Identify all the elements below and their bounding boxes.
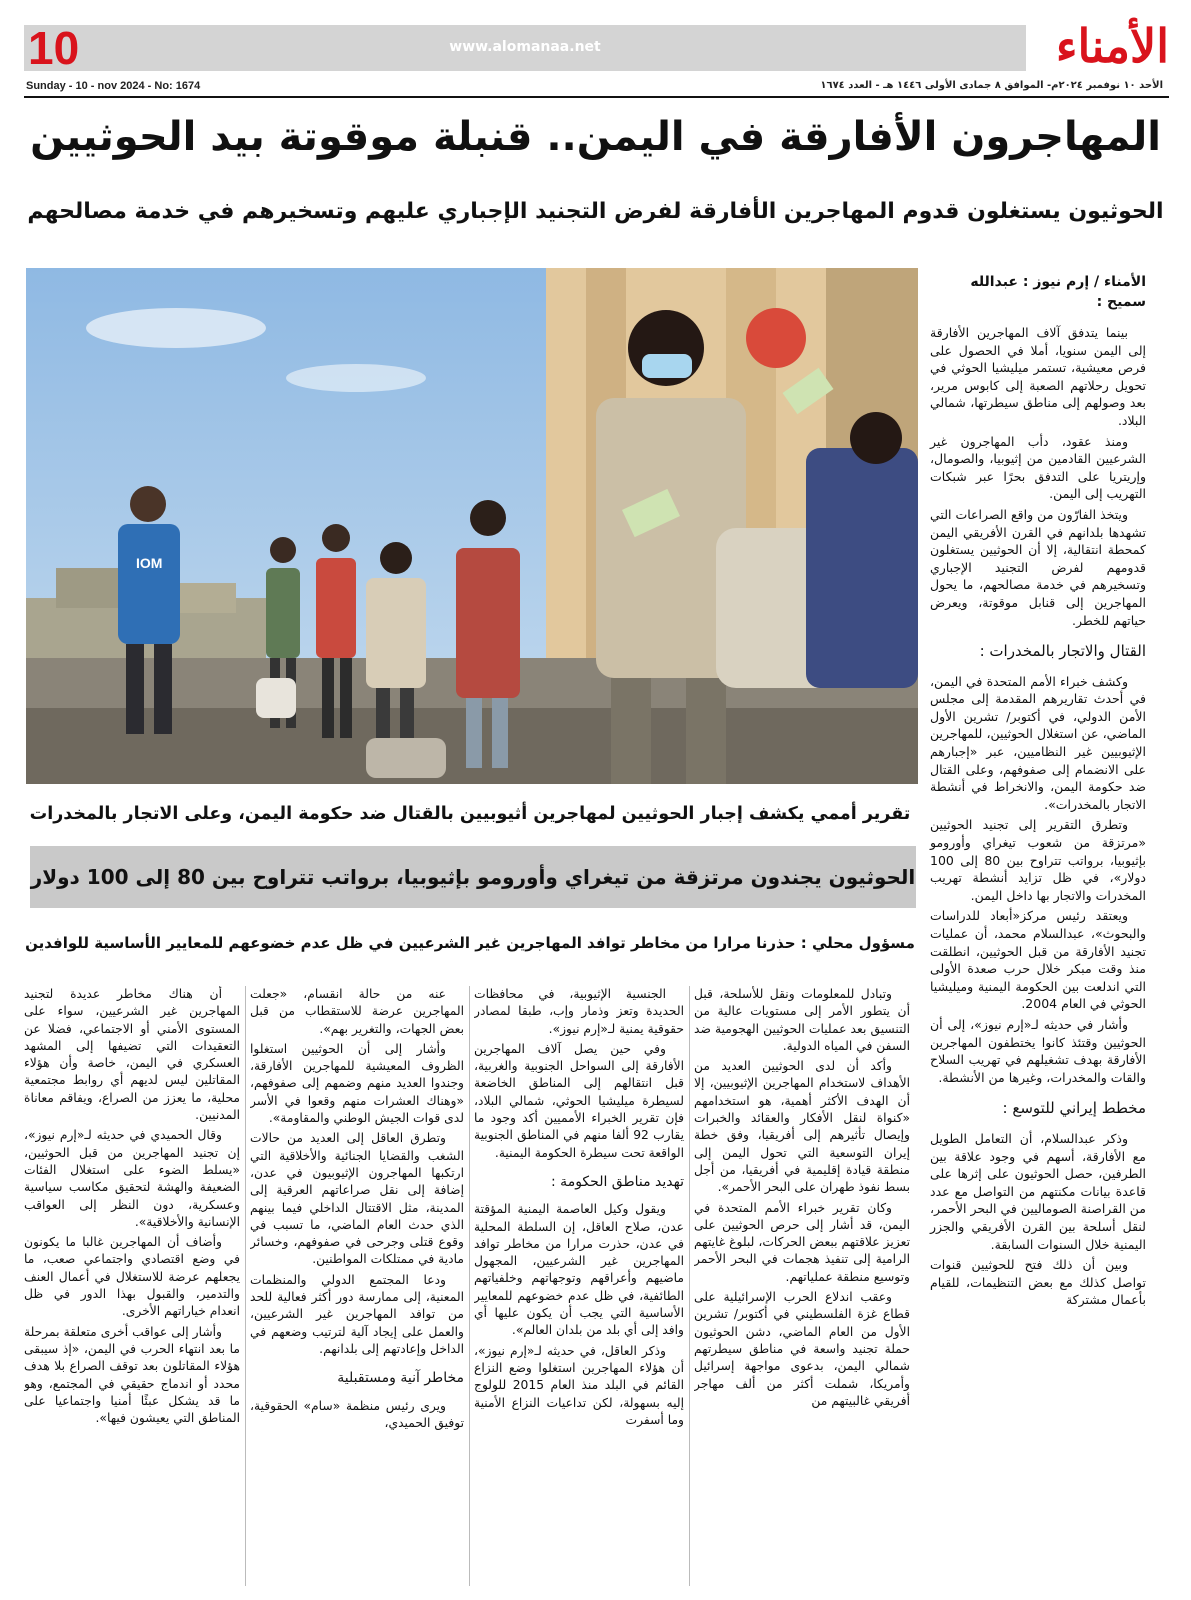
body-column-2 bbox=[474, 986, 684, 1586]
col4-paragraph-4: وأشار إلى عواقب أخرى متعلقة بمرحلة ما بعد انتهاء الحرب في اليمن، «إذ سيبقى هؤلاء المقاتلون بعد توقف الصراع بلا هدف محدد أو اندماج حقيقي في المجتمع، وهو ما قد يشكل عبئًا أمنيا واجتماعيا على المناطق التي يعيشون فيها». bbox=[24, 1324, 240, 1426]
right-paragraph-8: وذكر عبدالسلام، أن التعامل الطويل مع الأفارقة، أسهم في وجود علاقة بين الطرفين، حصل الحوثيون على إثرها على قاعدة بيانات مكنتهم من التواصل مع عدد من القراصنة الصوماليين في البحر الأحمر، لنقل أسلحة بين القرن الأفريقي والجزر اليمنية خلال السنوات السابقة. bbox=[930, 1130, 1146, 1252]
col1-paragraph-1: وتبادل للمعلومات ونقل للأسلحة، قبل أن يتطور الأمر إلى مستويات عالية من التنسيق بعد عمليات الحوثيين الهجومية ضد السفن في المياه الدولية. bbox=[694, 987, 910, 1053]
right-paragraph-5: وتطرق التقرير إلى تجنيد الحوثيين «مرتزقة من شعوب تيغراي وأورومو بإثيوبيا، برواتب تتراوح بين 80 إلى 100 دولار»، في ظل تزايد أنشطة تهريب المخدرات والاتجار بها داخل اليمن. bbox=[930, 817, 1146, 903]
right-paragraph-1: بينما يتدفق آلاف المهاجرين الأفارقة إلى اليمن سنويا، أملا في الحصول على فرص معيشية، تستمر ميليشيا الحوثي في تحويل رحلاتهم الصعبة إلى كابوس مرير، بعد وصولهم إلى مناطق سيطرتها، شمالي البلاد. bbox=[930, 325, 1146, 428]
right-paragraph-3: ويتخذ الفارّون من واقع الصراعات التي تشهدها بلدانهم في القرن الأفريقي اليمن كمحطة انتقالية، إلا أن الحوثيين يستغلون قدومهم لفرض التجنيد الإجباري وتسخيرهم في خدمة مصالحهم، ما يحول المهاجرين إلى قنابل موقوتة، ويعرض حياتهم للخطر. bbox=[930, 506, 1146, 628]
subhead-fighting-drugs: القتال والاتجار بالمخدرات : bbox=[979, 642, 1146, 661]
page-number: 10 bbox=[28, 22, 80, 74]
date-english: Sunday - 10 - nov 2024 - No: 1674 bbox=[26, 80, 201, 92]
secondary-headline-3: مسؤول محلي : حذرنا مرارا من مخاطر توافد المهاجرين غير الشرعيين في ظل عدم خضوعهم للمعايير الأساسية للوافدين bbox=[25, 934, 915, 952]
header-bar bbox=[24, 25, 1026, 71]
right-paragraph-9: وبين أن ذلك فتح للحوثيين قنوات تواصل كذلك مع بعض التنظيمات، للقيام بأعمال مشتركة bbox=[930, 1257, 1146, 1308]
site-url[interactable]: www.alomanaa.net bbox=[449, 39, 601, 55]
col2-paragraph-2: وفي حين يصل آلاف المهاجرين الأفارقة إلى السواحل الجنوبية والغربية، قبل انتقالهم إلى المناطق الخاضعة لسيطرة ميليشيا الحوثي، شمالي البلاد، فإن تقرير الخبراء الأمميين أكد وجود ما يقارب 92 ألفا منهم في المناطق الجنوبية الواقعة تحت سيطرة الحكومة اليمنية. bbox=[474, 1041, 684, 1160]
subhead-iranian-plan: مخطط إيراني للتوسع : bbox=[1002, 1099, 1146, 1118]
column-divider bbox=[469, 986, 470, 1586]
column-divider bbox=[689, 986, 690, 1586]
col2-paragraph-4: وذكر العاقل، في حديثه لـ«إرم نيوز»، أن هؤلاء المهاجرين استغلوا وضع النزاع القائم في البلد منذ العام 2015 للولوج إليه بسهولة، لكن تداعيات النزاع الأمنية وما أسفرت bbox=[474, 1343, 684, 1427]
main-headline: الحوثيون يستغلون قدوم المهاجرين الأفارقة لفرض التجنيد الإجباري عليهم وتسخيرهم في خدمة مصالحهم bbox=[27, 199, 1164, 224]
subhead-government-areas: تهديد مناطق الحكومة : bbox=[551, 1173, 684, 1190]
col3-paragraph-4: ودعا المجتمع الدولي والمنظمات المعنية، إلى ممارسة دور أكثر فعالية للحد من توافد المهاجرين غير الشرعيين، والعمل على إيجاد آلية لترتيب وضعهم في الداخل وإعادتهم إلى بلدانهم. bbox=[250, 1272, 464, 1356]
header-divider bbox=[24, 96, 1169, 98]
col2-paragraph-3: ويقول وكيل العاصمة اليمنية المؤقتة عدن، صلاح العاقل، إن السلطة المحلية في عدن، حذرت مرارا من مخاطر توافد المهاجرين غير الشرعيين، المجهول ماضيهم وأعراقهم وتوجهاتهم وخلفياتهم الطائفية، في ظل عدم خضوعهم للمعايير الأساسية التي يجب أن يكون عليها أي وافد إلى أي بلد من بلدان العالم». bbox=[474, 1202, 684, 1338]
byline: الأمناء / إرم نيوز : عبدالله سميح : bbox=[970, 274, 1146, 310]
col3-paragraph-2: وأشار إلى أن الحوثيين استغلوا الظروف المعيشية للمهاجرين الأفارقة، وجندوا العديد منهم وضمهم إلى صفوفهم، «وهناك العشرات منهم وقعوا في الأسر لدى قوات الجيش الوطني والمقاومة». bbox=[250, 1041, 464, 1126]
col1-paragraph-3: وكان تقرير خبراء الأمم المتحدة في اليمن، قد أشار إلى حرص الحوثيين على تعزيز علاقتهم ببعض الحركات، لبلوغ غايتهم الرامية إلى تنفيذ هجمات في البحر الأحمر وتوسيع منطقة عملياتهم. bbox=[694, 1200, 910, 1284]
col3-paragraph-1: عنه من حالة انقسام، «جعلت المهاجرين عرضة للاستقطاب من قبل بعض الجهات، والتغرير بهم». bbox=[250, 987, 464, 1036]
col4-paragraph-1: أن هناك مخاطر عديدة لتجنيد المهاجرين غير الشرعيين، سواء على المستوى الأمني أو الاجتماعي، فضلا عن التعقيدات التي تضيفها إلى المشهد العسكري في اليمن، خاصة وأن هؤلاء المقاتلين ليس لديهم أي روابط مجتمعية محلية، ما يعزز من الصراع، ويفاقم معاناة المدنيين. bbox=[24, 987, 240, 1123]
right-paragraph-4: وكشف خبراء الأمم المتحدة في اليمن، في أحدث تقاريرهم المقدمة إلى مجلس الأمن الدولي، في أكتوبر/ تشرين الأول الماضي، عن استغلال الحوثيين، للمهاجرين الإثيوبيين غير النظاميين، عبر «إجبارهم على الانضمام إلى صفوفهم، وعلى القتال ضد حكومة اليمن، والانخراط في أنشطة الاتجار بالمخدرات». bbox=[930, 673, 1146, 812]
migrants-lineup-illustration bbox=[26, 268, 918, 784]
body-column-3 bbox=[250, 986, 464, 1586]
secondary-headline-1: تقرير أممي يكشف إجبار الحوثيين لمهاجرين أثيوبيين بالقتال ضد حكومة اليمن، وعلى الاتجار بالمخدرات bbox=[29, 804, 911, 824]
subhead-risks: مخاطر آنية ومستقبلية bbox=[337, 1370, 464, 1387]
right-paragraph-7: وأشار في حديثه لـ«إرم نيوز»، إلى أن الحوثيين وقتئذ كانوا يختطفون المهاجرين الأفارقة بهدف تشغيلهم في تهريب السلاح والقات والمخدرات، وغيرها من الأنشطة. bbox=[930, 1016, 1146, 1085]
right-paragraph-6: ويعتقد رئيس مركز«أبعاد للدراسات والبحوث»، عبدالسلام محمد، أن عمليات تجنيد الأفارقة من قبل الحوثيين، انطلقت منذ وقت مبكر خلال حرب صعدة الأولى التي اندلعت بين الحكومة اليمنية وميليشيا الحوثي في العام 2004. bbox=[930, 908, 1146, 1012]
col4-paragraph-3: وأضاف أن المهاجرين غالبا ما يكونون في وضع اقتصادي واجتماعي صعب، ما يجعلهم عرضة للاستغلال في أعمال العنف والتدمير، والقبول بهذا الدور في ظل انعدام خياراتهم الأخرى. bbox=[24, 1235, 240, 1319]
secondary-headline-2: الحوثيون يجندون مرتزقة من تيغراي وأورومو بإثيوبيا، برواتب تتراوح بين 80 إلى 100 دولار bbox=[30, 865, 916, 889]
col2-paragraph-1: الجنسية الإثيوبية، في محافظات الحديدة وتعز وذمار وإب، طبقا لمصادر حقوقية يمنية لـ«إرم نيوز». bbox=[474, 987, 684, 1036]
col4-paragraph-2: وقال الحميدي في حديثه لـ«إرم نيوز»، إن تجنيد المهاجرين من قبل الحوثيين، «يسلط الضوء على استغلال الفئات الضعيفة والهشة لتحقيق مكاسب سياسية وعسكرية، دون النظر إلى العواقب الإنسانية والأخلاقية». bbox=[24, 1128, 240, 1229]
right-column bbox=[930, 272, 1146, 1312]
date-arabic: الأحد ١٠ نوفمبر ٢٠٢٤م- الموافق ٨ جمادى الأولى ١٤٤٦ هـ - العدد ١٦٧٤ bbox=[820, 80, 1163, 91]
newspaper-logo: الأمناء bbox=[1055, 19, 1169, 73]
body-column-4 bbox=[24, 986, 240, 1586]
col1-paragraph-2: وأكد أن لدى الحوثيين العديد من الأهداف لاستخدام المهاجرين الإثيوبيين، إلا أن الهدف الأكثر أهمية، هو استخدامهم «كنواة لنقل الأفكار والعقائد والخبرات وإيصال تأثيرهم إلى أفريقيا، وفق خطة إيران التوسعية التي تحول اليمن إلى منطقة قيادة إقليمية في أفريقيا، من أجل بسط نفوذ طهران على البحر الأحمر». bbox=[694, 1059, 910, 1195]
col1-paragraph-4: وعقب اندلاع الحرب الإسرائيلية على قطاع غزة الفلسطيني في أكتوبر/ تشرين الأول من العام الماضي، دشن الحوثيون حملة تجنيد واسعة في مناطق سيطرتهم شمالي اليمن، بدعوى مواجهة إسرائيل وأمريكا، شملت أكثر من ألف مهاجر أفريقي غالبيتهم من bbox=[694, 1290, 910, 1408]
secondary-headline-2-box bbox=[30, 846, 916, 908]
col3-paragraph-3: وتطرق العاقل إلى العديد من حالات الشغب والقضايا الجنائية والأخلاقية التي ارتكبها المهاجرون الإثيوبيون في عدن، إضافة إلى نقل صراعاتهم العرقية إلى المدينة، مثل الاقتتال الداخلي فيما بينهم الذي حدث العام الماضي، ما تسبب في وقوع قتلى وجرحى في صفوفهم، وخسائر مادية في ممتلكات المواطنين. bbox=[250, 1131, 464, 1267]
body-column-1 bbox=[694, 986, 910, 1586]
column-divider bbox=[245, 986, 246, 1586]
vest-label: IOM bbox=[136, 555, 163, 571]
col3-paragraph-5: ويرى رئيس منظمة «سام» الحقوقية، توفيق الحميدي، bbox=[250, 1398, 464, 1430]
article-photo bbox=[26, 268, 918, 784]
right-paragraph-2: ومنذ عقود، دأب المهاجرون غير الشرعيين القادمين من إثيوبيا، والصومال، وإريتريا على التدفق بحرًا عبر شبكات التهريب إلى اليمن. bbox=[930, 433, 1146, 502]
kicker-headline: المهاجرون الأفارقة في اليمن.. قنبلة موقوتة بيد الحوثيين bbox=[30, 114, 1161, 160]
